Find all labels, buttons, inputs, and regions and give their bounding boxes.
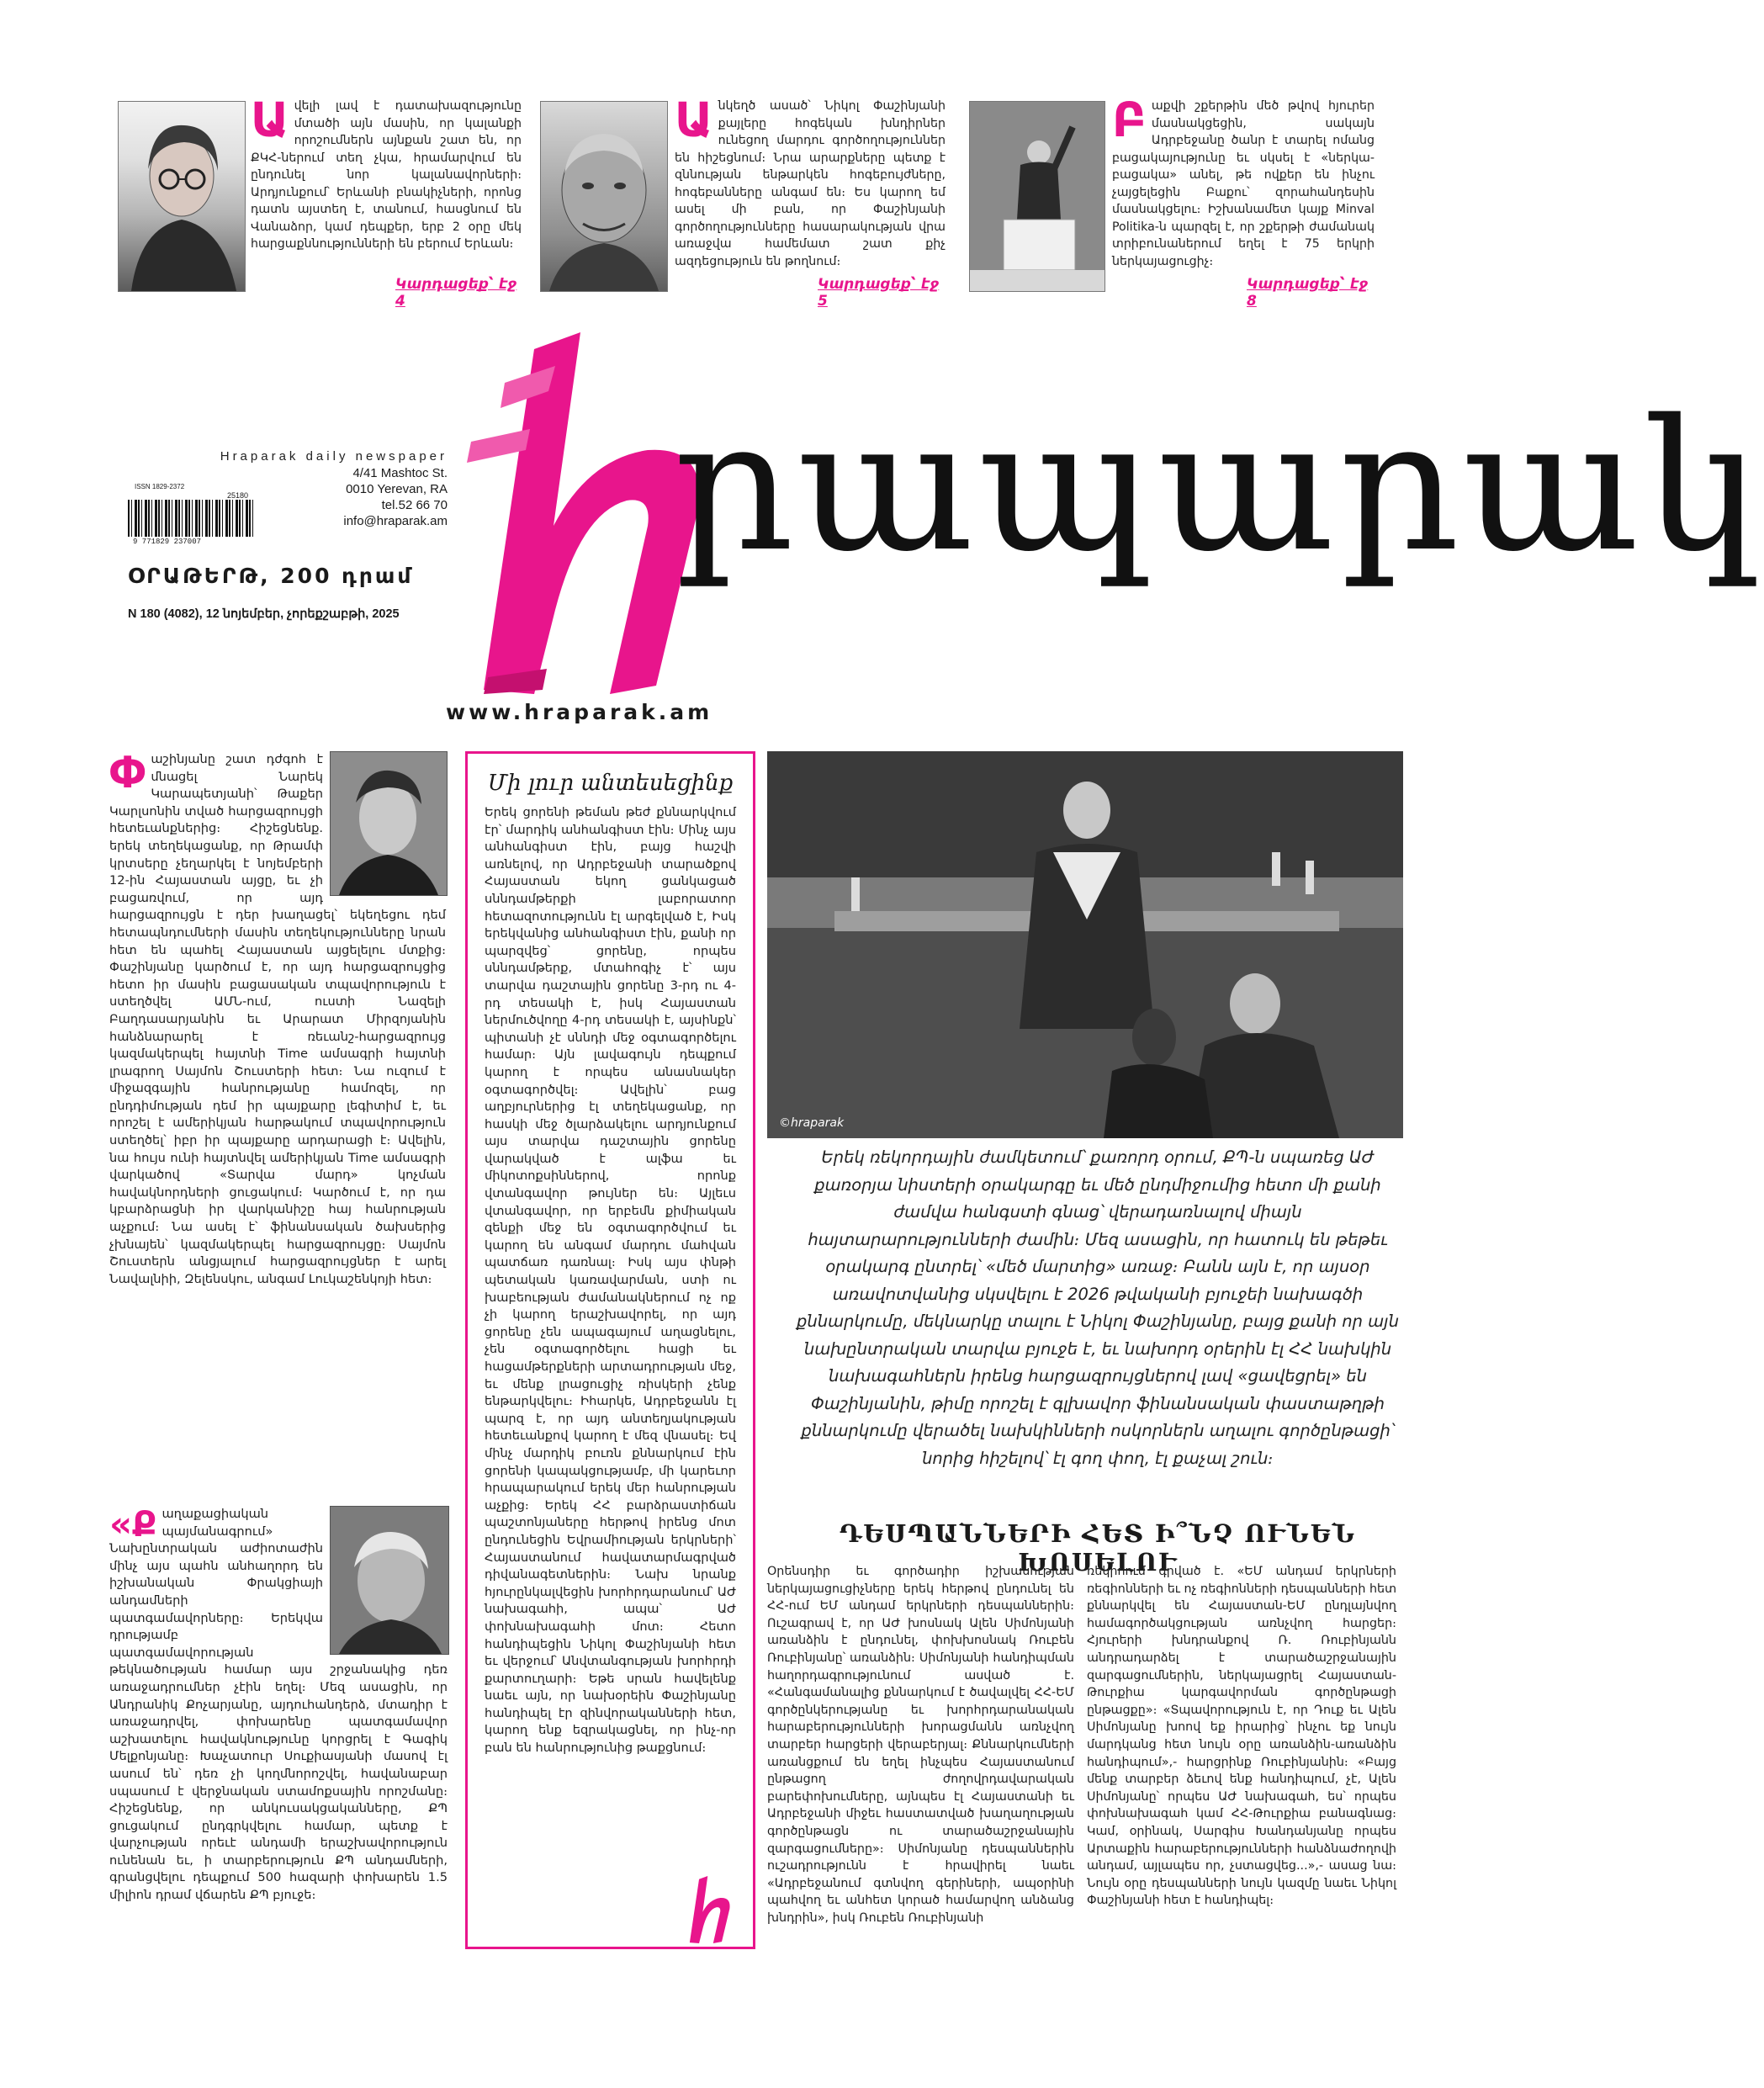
teaser-3-text bbox=[1112, 93, 1375, 270]
left-article-1 bbox=[109, 748, 446, 1475]
main-photo-caption: Երեկ ռեկորդային ժամկետում՝ քառորդ օրում, ՔՊ-ն սպառեց ԱԺ քառօրյա նիստերի օրակարգը եւ մեծ ընդմիջումից հետո մի քանի ժամվա հանգստի գնաց՝ վերադառնալով միայն հայտարարությունների ժամին։ Մեզ ասացին, որ հատուկ են թեթեւ օրակարգ ընտրել՝ «մեծ մարտից» առաջ։ Բանն այն է, որ այսօր առավոտվանից սկսվելու է 2026 թվականի բյուջեի նախագծի քննարկումը, մեկնարկը տալու է Նիկոլ Փաշինյանը, բայց քանի որ այն նախընտրական տարվա բյուջե է, եւ նախորդ օրերին էլ ՀՀ նախկին նախագահներն իրենց հարցազրույցներով լավ «ցավեցրել» են Փաշինյանին, թիմը որոշել է գլխավոր ֆինանսական փաստաթղթի քննարկումը վերածել նախկինների ոսկորներն աղալու գործընթացի՝ նորից հիշելով՝ էլ գող փող, էլ քաչալ շուն։ bbox=[797, 1147, 1399, 1468]
masthead-title: րապարակ bbox=[673, 380, 1764, 591]
teaser-2-photo bbox=[540, 101, 668, 292]
teaser-1-readmore-link[interactable]: Կարդացեք՝ էջ 4 bbox=[395, 276, 517, 310]
left-article-2-dropcap: «Ք bbox=[109, 1503, 157, 1545]
address-email: info@hraparak.am bbox=[343, 514, 448, 528]
left-article-2 bbox=[109, 1503, 448, 1977]
issn-label: ISSN 1829-2372 bbox=[135, 483, 185, 490]
hraparak-h-logo-icon bbox=[677, 1876, 744, 1943]
teaser-3 bbox=[969, 93, 1375, 310]
teaser-2-body: նկեղծ ասած՝ Նիկոլ Փաշինյանի քայլերը հոգեկան խնդիրներ ունեցող մարդու գործողություններ են հիշեցնում։ Նրա արարքները պետք է զննության ենթարկեն հոգեբույժները, հոգեբանները անգամ են։ Ես կարող եմ ասել մի բան, որ Փաշինյանի գործողությունները հասարակության վրա առաջվա համեմատ շատ քիչ ազդեցություն են թողնում։ bbox=[675, 99, 946, 268]
teaser-1 bbox=[118, 93, 522, 310]
right-article-headline: ԴԵՍՊԱՆՆԵՐԻ ՀԵՏ Ի՞ՆՉ ՈՒՆԵՆ ԽՈՍԵԼՈՒ bbox=[839, 1519, 1357, 1577]
teaser-3-dropcap: Բ bbox=[1112, 93, 1147, 148]
price-label: ՕՐԱԹԵՐԹ, 200 դրամ bbox=[128, 564, 414, 588]
left-article-1-dropcap: Փ bbox=[109, 748, 146, 798]
right-article-col-1: Օրենսդիր եւ գործադիր իշխանության ներկայացուցիչները երեկ հերթով ընդունել են ՀՀ-ում ԵՄ անդամ երկրների դեսպաններին։ Ուշագրավ է, որ ԱԺ խոսնակ Ալեն Սիմոնյանի առանձին է ընդունել, փոխխոսնակ Ռուբեն Ռուբինյանը՝ առանձին։ Սիմոնյանի հանդիպման հաղորդագրությունում ասված է. «Հանգամանալից քննարկում է ծավալվել ՀՀ-ԵՄ գործընկերությանը եւ խորհրդարանական հարաբերությունների խորացմանն առնչվող տարբեր հարցերի վերաբերյալ։ Քննարկումների առանցքում են եղել ինչպես Հայաստանում ընթացող ժողովրդավարական բարեփոխումները, այնպես էլ Հայաստանի եւ Ադրբեջանի միջեւ հաստատված խաղաղության գործընթացն ու տարածաշրջանային զարգացումները»։ Սիմոնյանը դեսպաններին ուշադրությունն է հրավիրել նաեւ «Ադրբեջանում գտնվող գերիների, ապօրինի պահվող եւ անհետ կորած համարվող անձանց խնդրին», իսկ Ռուբեն Ռուբինյանի bbox=[767, 1565, 1074, 1925]
left-article-2-photo-space bbox=[323, 1506, 448, 1657]
masthead-tagline: Hraparak daily newspaper bbox=[220, 449, 448, 464]
address-line: 4/41 Mashtoc St. bbox=[352, 466, 448, 480]
teaser-2 bbox=[540, 93, 946, 310]
teaser-2-readmore-link[interactable]: Կարդացեք՝ էջ 5 bbox=[818, 276, 940, 310]
left-article-1-photo-space bbox=[323, 751, 446, 899]
left-article-1-body: աշինյանը շատ դժգոհ է մնացել Նարեկ Կարապետյանի՝ Թաքեր Կարլսոնին տված հարցազրույցի հետեւանքներից։ Հիշեցնենք. երեկ տեղեկացանք, որ Թրամփ կրտսերը չեղարկել է նոյեմբերի 12-ին Հայաստան այցը, եւ չի բացառվում, որ այդ հարցազրույցն է դեր խաղացել՝ եկեղեցու դեմ հետապնդումների մասին տեղեկությունները նրան հետ են պահել Հայաստան այցելելու մտքից։ Փաշինյանը կարծում է, որ այդ հարցազրույցից հետո իր մասին բացասական տպավորություն է ստեղծվել ԱՄՆ-ում, ուստի Նազելի Բաղդասարյանին եւ Արարատ Միրզոյանին հանձնարարել է ռեւանշ-հարցազրույց կազմակերպել հայտնի Time ամսագրի հայտնի լրագրող Սայմոն Շուստերի հետ։ Նա ուզում է միջազգային հանրությանը համոզել, որ ընդդիմության դեմ իր պայքարը լեգիտիմ է, եւ որոշել է ամերիկյան հարթակում տպավորություն ստեղծել՝ իբր իր պայքարը արդարացի է։ Ավելին, նա հույս ունի հայտնվել ամերիկյան Time ամսագրի վարկածով «Տարվա մարդ» կոչման հավակնորդների ցուցակում։ Կարծում է, որ դա կբարձրացնի իր վարկանիշը հայ հանրության աչքում։ Նա ասել է՝ ֆինանսական ծախսերից չխնայեն՝ կազմակերպել հարցազրույցը։ Սայմոն Շուստերն անցյալում հարցազրույցներ է արել Նավալնիի, Զելենսկու, անգամ Լուկաշենկոյի հետ։ bbox=[109, 752, 446, 1286]
parliament-session-icon bbox=[767, 751, 1403, 1138]
left-article-2-body: աղաքացիական պայմանագրում» Նախընտրական աժիոտաժին մինչ այս պահն անհաղորդ են իշխանական Փրակցիայի անդամների պատգամավորները։ Երեկվա դրությամբ պատգամավորության թեկնածության համար այս շրջանակից դեռ առաջադրումներ չէին եղել։ Մեզ ասացին, որ Անդրանիկ Քոչարյանը, այդուհանդերձ, մտադիր է առաջադրվել, փոխարենը պատգամավոր աշխատելու հավակնությունը կորցրել է Գագիկ Մելքոնյանը։ Խաչատուր Սուքիասյանի մասով էլ ասում են՝ դեռ չի կողմնորոշվել, հավանաբար սպասում է վերջնական ստամոքսային որոշմանը։ Հիշեցնենք, որ անկուսակցականները, ՔՊ ցուցակում ընդգրկվելու համար, պետք է վարչության որեւէ անդամի երաշխավորություն ունենան եւ, ի տարբերություն ՔՊ անդամների, գրանցվելու դեպքում 500 հազարի փոխարեն 1.5 միլիոն դրամ վճարեն ՔՊ բյուջե։ bbox=[109, 1507, 448, 1903]
portrait-woman-icon bbox=[119, 102, 245, 291]
photo-credit: ©hraparak bbox=[779, 1116, 845, 1130]
barcode-digits: 9 771829 237007 bbox=[133, 538, 202, 546]
portrait-man-icon bbox=[541, 102, 667, 291]
teaser-1-body: վելի լավ է դատախազությունը մտածի այն մասին, որ կալանքի որոշումներն այնքան շատ են, որ ՔԿՀ-ներում տեղ չկա, հրամարվում են ընդունել նոր կալանավորների։ Արդյունքում՝ Երևանի բնակիչների, որոնց դատն այստեղ է, տանում, հասցնում են Վանաձոր, կամ դեպքեր, երբ 2 օրը մեկ հարցաքննությունների են բերում Երևան։ bbox=[251, 99, 522, 251]
teaser-1-photo bbox=[118, 101, 246, 292]
teaser-2-text bbox=[675, 93, 946, 270]
teaser-1-text bbox=[251, 93, 522, 253]
boxed-article-body: Երեկ ցորենի թեման թեժ քննարկվում էր՝ մարդիկ անհանգիստ էին։ Մինչ այս անհանգիստ էին, բայց հաշվի առնելով, որ Ադրբեջանի տարածքով Հայաստան եկող ցանկացած սննդամթերքի լաբորատոր հետազոտությունն էլ արգելված է, Իսկ երեկվանից անհանգիստ էին, քանի որ պարզվեց՝ ցորենը, որպես սննդամթերք, մտահոգիչ է՝ այս տարվա դաշտային ցորենը 3-րդ ու 4-րդ տեսակի է, իսկ Հայաստան ներմուծվողը 4-րդ տեսակի է, այսինքն՝ պիտանի չէ սննդի մեջ օգտագործելու համար։ Այն լավագույն դեպքում կարող է որպես անասնակեր օգտագործվել։ Ավելին՝ բաց աղբյուրներից էլ տեղեկացանք, որ հասկի մեջ ծլարձակելու արդյունքում այս տարվա դաշտային ցորենը վարակված է ալֆա եւ միկոտոքսիններով, որոնք վտանգավոր թույներ են։ Այլեւս վտանգավոր, որ երբեմն քիմիական զենքի մեջ են օգտագործվում եւ կարող են անգամ մարդու մահվան պատճառ դառնալ։ Իսկ այս փնթի պետական կառավարման, ստի ու խաբեության ժամանակներում ոչ ոք չի կարող երաշխավորել, որ այդ ցորենը չեն ապագայում աղացնելու, չեն օգտագործելու հացի եւ հացամթերքների արտադրության մեջ, եւ մենք լրացուցիչ ռիսկերի չենք ենթարկվելու։ Իհարկե, Ադրբեջանն էլ պարզ է, որ այդ անտեղյակության հետեւանքով կարող է մեզ վնասել։ Եվ մինչ մարդիկ բուռն քննարկում էին ցորենի կապակցությամբ, մի կարեւոր հրապարակում երեկ մեր հանրության աչքից։ Երեկ ՀՀ բարձրաստիճան պաշտոնյաները հերթով իրենց մոտ ընդունեցին Եվրամիության երկրների՝ Հայաստանում հավատարմագրված դիվանագետներին։ Նախ նրանք հյուրընկալվեցին խորհրդարանում՝ ԱԺ նախագահի, ապա՝ ԱԺ փոխնախագահի մոտ։ Հետո հանդիպեցին Նիկոլ Փաշինյանի հետ եւ վերջում՝ Անվտանգության խորհրդի քարտուղարի։ Եթե սրան հավելենք նաեւ այն, որ նախօրեին Փաշինյանը հանդիպել էր զինվորականների հետ, կարող ենք եզրակացնել, որ ինչ-որ բան են հանրությունից թաքցնում։ bbox=[485, 805, 736, 1756]
main-photo bbox=[767, 751, 1403, 1138]
barcode-icon bbox=[128, 500, 254, 537]
address-line: tel.52 66 70 bbox=[381, 498, 448, 512]
boxed-article bbox=[465, 751, 755, 1949]
issue-label: N 180 (4082), 12 նոյեմբեր, չորեքշաբթի, 2025 bbox=[128, 607, 400, 621]
right-article-col-2: ռեկիոում գրված է. «ԵՄ անդամ երկրների ռեգիոնների եւ ոչ ռեգիոնների դեսպանների հետ քննարկվել են Հայաստան-ԵՄ ընդլայնվող համագործակցության առնչվող հարցեր։ Հյուրերի խնդրանքով Ռ. Ռուբինյանն անդրադարձել է տարածաշրջանային զարգացումներին, ներկայացրել Հայաստան-Թուրքիա կարգավորման գործընթացի ընթացքը»։ «Տպավորություն է, որ Դուք եւ Ալեն Սիմոնյանը խոով եք իրարից՝ ինչու եք նույն մարդկանց հետ նույն օրը առանձին-առանձին հանդիպում»,- հարցրինք Ռուբինյանին։ «Բայց մենք տարբեր ձեւով ենք հանդիպում, չէ, Ալեն Սիմոնյանը՝ որպես ԱԺ նախագահ, ես՝ որպես փոխնախագահ կամ ՀՀ-Թուրքիա բանագնաց։ Կամ, օրինակ, Սարգիս Խանդանյանը որպես Արտաքին հարաբերությունների հանձնաժողովի անդամ, այլապես որ, չստացվեց...»,- ասաց նա։ Նույն օրը դեսպանների նույն կազմը նաեւ Նիկոլ Փաշինյանի հետ է հանդիպել։ bbox=[1087, 1565, 1396, 1908]
teaser-3-readmore-link[interactable]: Կարդացեք՝ էջ 8 bbox=[1247, 276, 1369, 310]
teaser-3-photo bbox=[969, 101, 1105, 292]
address-line: 0010 Yerevan, RA bbox=[346, 482, 448, 496]
boxed-article-title: Մի լուր անտեսեցինք bbox=[487, 771, 734, 796]
teaser-2-dropcap: Ա bbox=[675, 93, 713, 148]
teaser-1-dropcap: Ա bbox=[251, 93, 289, 148]
teaser-3-body: աքվի շքերթին մեծ թվով հյուրեր մասնակցեցին, սակայն Ադրբեջանը ծանր է տարել ոմանց բացակայությունը եւ սկսել է «ներկա-բացակա» անել, թե ովքեր են ինչու չայցելեցին Բաքու՝ զորահանդեսին մասնակցելու։ Իշխանամետ կայք Minval Politika-ն պարզել է, որ շքերթի ժամանակ տրիբունաներում եղել է 75 երկրի ներկայացուցիչ։ bbox=[1112, 99, 1375, 268]
masthead-website[interactable]: www.hraparak.am bbox=[446, 700, 713, 724]
podium-speaker-icon bbox=[970, 102, 1104, 291]
barcode-number: 25180 bbox=[227, 491, 249, 500]
